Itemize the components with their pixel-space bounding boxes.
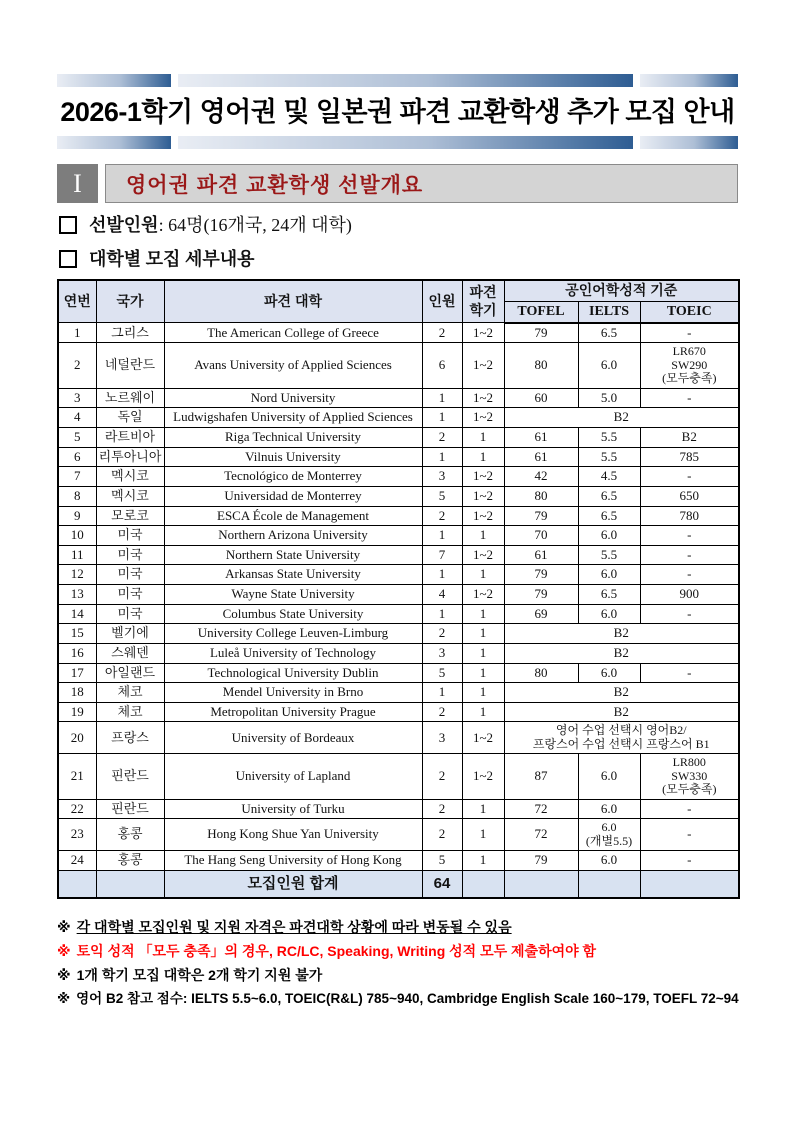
ielts-cell: 6.0 bbox=[578, 604, 640, 624]
university-cell: Vilnuis University bbox=[164, 447, 422, 467]
table-row bbox=[58, 722, 739, 754]
header-no: 연번 bbox=[58, 280, 96, 323]
toeic-cell: - bbox=[640, 323, 739, 343]
seats-cell: 5 bbox=[422, 486, 462, 506]
table-row bbox=[58, 486, 739, 506]
seats-cell: 2 bbox=[422, 428, 462, 448]
university-table-body bbox=[58, 323, 739, 870]
seats-cell: 1 bbox=[422, 565, 462, 585]
table-row bbox=[58, 663, 739, 683]
language-span-cell: B2 bbox=[504, 702, 739, 722]
decoration-segment bbox=[178, 74, 633, 87]
country-cell: 홍콩 bbox=[96, 851, 164, 871]
no-cell: 24 bbox=[58, 851, 96, 871]
ielts-cell: 5.5 bbox=[578, 545, 640, 565]
ielts-cell: 5.5 bbox=[578, 428, 640, 448]
ielts-cell: 6.5 bbox=[578, 486, 640, 506]
semester-cell: 1 bbox=[462, 819, 504, 851]
total-label-cell: 모집인원 합계 bbox=[164, 870, 422, 898]
country-cell: 체코 bbox=[96, 683, 164, 703]
table-row bbox=[58, 585, 739, 605]
selection-count-value: : 64명(16개국, 24개 대학) bbox=[158, 215, 352, 235]
semester-cell: 1~2 bbox=[462, 506, 504, 526]
semester-cell: 1~2 bbox=[462, 585, 504, 605]
no-cell: 22 bbox=[58, 799, 96, 819]
no-cell: 1 bbox=[58, 323, 96, 343]
country-cell: 아일랜드 bbox=[96, 663, 164, 683]
detail-heading-line bbox=[57, 247, 738, 271]
table-row bbox=[58, 799, 739, 819]
semester-cell: 1 bbox=[462, 428, 504, 448]
university-cell: Universidad de Monterrey bbox=[164, 486, 422, 506]
university-cell: Ludwigshafen University of Applied Sciences bbox=[164, 408, 422, 428]
note-line bbox=[57, 939, 738, 963]
country-cell: 홍콩 bbox=[96, 819, 164, 851]
country-cell: 미국 bbox=[96, 585, 164, 605]
seats-cell: 6 bbox=[422, 343, 462, 388]
header-university: 파견 대학 bbox=[164, 280, 422, 323]
decoration-segment bbox=[57, 74, 171, 87]
decoration-segment bbox=[57, 136, 171, 149]
tofel-cell: 79 bbox=[504, 323, 578, 343]
table-row bbox=[58, 565, 739, 585]
seats-cell: 2 bbox=[422, 624, 462, 644]
country-cell: 미국 bbox=[96, 526, 164, 546]
total-empty-cell bbox=[504, 870, 578, 898]
seats-cell: 2 bbox=[422, 323, 462, 343]
table-row bbox=[58, 506, 739, 526]
total-empty-cell bbox=[462, 870, 504, 898]
university-cell: Northern Arizona University bbox=[164, 526, 422, 546]
university-cell: Nord University bbox=[164, 388, 422, 408]
semester-cell: 1 bbox=[462, 643, 504, 663]
table-row bbox=[58, 702, 739, 722]
section-header bbox=[57, 164, 738, 203]
semester-cell: 1 bbox=[462, 624, 504, 644]
semester-cell: 1 bbox=[462, 604, 504, 624]
section-numeral: I bbox=[73, 168, 82, 198]
ielts-cell: 6.0 bbox=[578, 799, 640, 819]
seats-cell: 1 bbox=[422, 447, 462, 467]
university-cell: University of Bordeaux bbox=[164, 722, 422, 754]
ielts-cell: 6.0 bbox=[578, 343, 640, 388]
university-cell: Wayne State University bbox=[164, 585, 422, 605]
table-row bbox=[58, 604, 739, 624]
no-cell: 12 bbox=[58, 565, 96, 585]
table-header-row bbox=[58, 280, 739, 301]
toeic-cell: 650 bbox=[640, 486, 739, 506]
no-cell: 18 bbox=[58, 683, 96, 703]
seats-cell: 3 bbox=[422, 722, 462, 754]
table-row bbox=[58, 428, 739, 448]
university-cell: The Hang Seng University of Hong Kong bbox=[164, 851, 422, 871]
note-marker: ※ bbox=[57, 966, 71, 983]
table-row bbox=[58, 851, 739, 871]
university-cell: ESCA École de Management bbox=[164, 506, 422, 526]
country-cell: 모로코 bbox=[96, 506, 164, 526]
tofel-cell: 80 bbox=[504, 343, 578, 388]
country-cell: 멕시코 bbox=[96, 486, 164, 506]
header-toeic: TOEIC bbox=[640, 301, 739, 322]
country-cell: 핀란드 bbox=[96, 799, 164, 819]
ielts-cell: 6.0 bbox=[578, 754, 640, 799]
semester-cell: 1~2 bbox=[462, 323, 504, 343]
toeic-cell: - bbox=[640, 545, 739, 565]
university-cell: Columbus State University bbox=[164, 604, 422, 624]
ielts-cell: 6.5 bbox=[578, 585, 640, 605]
checkbox-icon bbox=[59, 216, 77, 234]
no-cell: 8 bbox=[58, 486, 96, 506]
selection-count-line bbox=[57, 213, 738, 237]
toeic-cell: - bbox=[640, 851, 739, 871]
header-country: 국가 bbox=[96, 280, 164, 323]
tofel-cell: 79 bbox=[504, 851, 578, 871]
no-cell: 21 bbox=[58, 754, 96, 799]
toeic-cell: - bbox=[640, 526, 739, 546]
semester-cell: 1 bbox=[462, 663, 504, 683]
toeic-cell: - bbox=[640, 819, 739, 851]
tofel-cell: 61 bbox=[504, 447, 578, 467]
seats-cell: 5 bbox=[422, 663, 462, 683]
toeic-cell: - bbox=[640, 388, 739, 408]
university-cell: Northern State University bbox=[164, 545, 422, 565]
tofel-cell: 72 bbox=[504, 819, 578, 851]
university-cell: Avans University of Applied Sciences bbox=[164, 343, 422, 388]
tofel-cell: 79 bbox=[504, 506, 578, 526]
decoration-segment bbox=[640, 136, 738, 149]
no-cell: 20 bbox=[58, 722, 96, 754]
table-row bbox=[58, 683, 739, 703]
seats-cell: 1 bbox=[422, 408, 462, 428]
table-row bbox=[58, 323, 739, 343]
seats-cell: 2 bbox=[422, 506, 462, 526]
header-seats: 인원 bbox=[422, 280, 462, 323]
language-span-cell: B2 bbox=[504, 408, 739, 428]
section-title-bar bbox=[105, 164, 738, 203]
total-row bbox=[58, 870, 739, 898]
ielts-cell: 6.0 bbox=[578, 565, 640, 585]
total-empty-cell bbox=[96, 870, 164, 898]
toeic-cell: LR670 SW290 (모두충족) bbox=[640, 343, 739, 388]
toeic-cell: - bbox=[640, 604, 739, 624]
semester-cell: 1 bbox=[462, 799, 504, 819]
section-title: 영어권 파견 교환학생 선발개요 bbox=[126, 173, 424, 197]
university-cell: Hong Kong Shue Yan University bbox=[164, 819, 422, 851]
table-row bbox=[58, 545, 739, 565]
table-row bbox=[58, 408, 739, 428]
university-cell: Mendel University in Brno bbox=[164, 683, 422, 703]
university-cell: University of Lapland bbox=[164, 754, 422, 799]
section-numeral-box bbox=[57, 164, 98, 203]
total-empty-cell bbox=[58, 870, 96, 898]
semester-cell: 1 bbox=[462, 851, 504, 871]
tofel-cell: 80 bbox=[504, 486, 578, 506]
seats-cell: 2 bbox=[422, 819, 462, 851]
page-content bbox=[57, 0, 738, 1011]
note-line bbox=[57, 915, 738, 939]
tofel-cell: 60 bbox=[504, 388, 578, 408]
table-row bbox=[58, 467, 739, 487]
ielts-cell: 6.0 bbox=[578, 851, 640, 871]
no-cell: 6 bbox=[58, 447, 96, 467]
toeic-cell: - bbox=[640, 799, 739, 819]
total-seats-cell: 64 bbox=[422, 870, 462, 898]
seats-cell: 5 bbox=[422, 851, 462, 871]
no-cell: 9 bbox=[58, 506, 96, 526]
semester-cell: 1 bbox=[462, 447, 504, 467]
toeic-cell: - bbox=[640, 467, 739, 487]
semester-cell: 1~2 bbox=[462, 486, 504, 506]
toeic-cell: 780 bbox=[640, 506, 739, 526]
no-cell: 5 bbox=[58, 428, 96, 448]
semester-cell: 1 bbox=[462, 526, 504, 546]
table-row bbox=[58, 819, 739, 851]
country-cell: 독일 bbox=[96, 408, 164, 428]
university-table-foot bbox=[58, 870, 739, 898]
language-span-cell: B2 bbox=[504, 683, 739, 703]
university-cell: The American College of Greece bbox=[164, 323, 422, 343]
country-cell: 라트비아 bbox=[96, 428, 164, 448]
checkbox-icon bbox=[59, 250, 77, 268]
table-row bbox=[58, 388, 739, 408]
country-cell: 스웨덴 bbox=[96, 643, 164, 663]
header-tofel: TOFEL bbox=[504, 301, 578, 322]
ielts-cell: 4.5 bbox=[578, 467, 640, 487]
country-cell: 노르웨이 bbox=[96, 388, 164, 408]
footnotes bbox=[57, 915, 738, 1011]
seats-cell: 1 bbox=[422, 683, 462, 703]
note-text: 토익 성적 「모두 충족」의 경우, RC/LC, Speaking, Writing 성적 모두 제출하여야 함 bbox=[76, 942, 597, 959]
tofel-cell: 72 bbox=[504, 799, 578, 819]
university-cell: University of Turku bbox=[164, 799, 422, 819]
total-empty-cell bbox=[640, 870, 739, 898]
title-bottom-decoration-bar bbox=[57, 136, 738, 149]
note-marker: ※ bbox=[57, 942, 71, 959]
note-text: 1개 학기 모집 대학은 2개 학기 지원 불가 bbox=[76, 966, 323, 983]
semester-cell: 1 bbox=[462, 565, 504, 585]
no-cell: 2 bbox=[58, 343, 96, 388]
semester-cell: 1~2 bbox=[462, 467, 504, 487]
table-row bbox=[58, 643, 739, 663]
semester-cell: 1~2 bbox=[462, 343, 504, 388]
ielts-cell: 6.5 bbox=[578, 506, 640, 526]
tofel-cell: 80 bbox=[504, 663, 578, 683]
seats-cell: 2 bbox=[422, 799, 462, 819]
no-cell: 7 bbox=[58, 467, 96, 487]
tofel-cell: 61 bbox=[504, 428, 578, 448]
university-table-head bbox=[58, 280, 739, 323]
no-cell: 4 bbox=[58, 408, 96, 428]
ielts-cell: 6.0 (개별5.5) bbox=[578, 819, 640, 851]
seats-cell: 2 bbox=[422, 754, 462, 799]
no-cell: 23 bbox=[58, 819, 96, 851]
semester-cell: 1~2 bbox=[462, 545, 504, 565]
semester-cell: 1~2 bbox=[462, 408, 504, 428]
no-cell: 17 bbox=[58, 663, 96, 683]
country-cell: 리투아니아 bbox=[96, 447, 164, 467]
university-cell: Arkansas State University bbox=[164, 565, 422, 585]
ielts-cell: 6.5 bbox=[578, 323, 640, 343]
header-semester: 파견 학기 bbox=[462, 280, 504, 323]
no-cell: 3 bbox=[58, 388, 96, 408]
toeic-cell: LR800 SW330 (모두충족) bbox=[640, 754, 739, 799]
semester-cell: 1 bbox=[462, 702, 504, 722]
country-cell: 미국 bbox=[96, 545, 164, 565]
country-cell: 핀란드 bbox=[96, 754, 164, 799]
tofel-cell: 79 bbox=[504, 565, 578, 585]
seats-cell: 1 bbox=[422, 604, 462, 624]
seats-cell: 3 bbox=[422, 643, 462, 663]
tofel-cell: 69 bbox=[504, 604, 578, 624]
semester-cell: 1~2 bbox=[462, 722, 504, 754]
note-line bbox=[57, 987, 738, 1011]
tofel-cell: 61 bbox=[504, 545, 578, 565]
seats-cell: 1 bbox=[422, 388, 462, 408]
university-cell: Technological University Dublin bbox=[164, 663, 422, 683]
university-cell: Riga Technical University bbox=[164, 428, 422, 448]
table-row bbox=[58, 624, 739, 644]
ielts-cell: 6.0 bbox=[578, 663, 640, 683]
country-cell: 네덜란드 bbox=[96, 343, 164, 388]
table-row bbox=[58, 447, 739, 467]
toeic-cell: 900 bbox=[640, 585, 739, 605]
no-cell: 16 bbox=[58, 643, 96, 663]
ielts-cell: 6.0 bbox=[578, 526, 640, 546]
toeic-cell: - bbox=[640, 663, 739, 683]
detail-heading-label: 대학별 모집 세부내용 bbox=[89, 249, 255, 269]
country-cell: 프랑스 bbox=[96, 722, 164, 754]
selection-count-label: 선발인원 bbox=[89, 215, 159, 235]
note-marker: ※ bbox=[57, 918, 71, 935]
toeic-cell: 785 bbox=[640, 447, 739, 467]
country-cell: 멕시코 bbox=[96, 467, 164, 487]
seats-cell: 3 bbox=[422, 467, 462, 487]
language-span-cell: B2 bbox=[504, 624, 739, 644]
country-cell: 미국 bbox=[96, 565, 164, 585]
toeic-cell: - bbox=[640, 565, 739, 585]
note-text: 각 대학별 모집인원 및 지원 자격은 파견대학 상황에 따라 변동될 수 있음 bbox=[76, 918, 512, 935]
country-cell: 체코 bbox=[96, 702, 164, 722]
semester-cell: 1~2 bbox=[462, 754, 504, 799]
university-cell: Metropolitan University Prague bbox=[164, 702, 422, 722]
no-cell: 10 bbox=[58, 526, 96, 546]
no-cell: 13 bbox=[58, 585, 96, 605]
decoration-segment bbox=[640, 74, 738, 87]
tofel-cell: 87 bbox=[504, 754, 578, 799]
language-span-cell: B2 bbox=[504, 643, 739, 663]
university-cell: Luleå University of Technology bbox=[164, 643, 422, 663]
university-cell: University College Leuven-Limburg bbox=[164, 624, 422, 644]
country-cell: 그리스 bbox=[96, 323, 164, 343]
ielts-cell: 5.0 bbox=[578, 388, 640, 408]
table-row bbox=[58, 343, 739, 388]
seats-cell: 2 bbox=[422, 702, 462, 722]
semester-cell: 1~2 bbox=[462, 388, 504, 408]
top-decoration-bar bbox=[57, 74, 738, 87]
university-cell: Tecnológico de Monterrey bbox=[164, 467, 422, 487]
tofel-cell: 42 bbox=[504, 467, 578, 487]
tofel-cell: 70 bbox=[504, 526, 578, 546]
seats-cell: 7 bbox=[422, 545, 462, 565]
language-span-cell: 영어 수업 선택시 영어B2/ 프랑스어 수업 선택시 프랑스어 B1 bbox=[504, 722, 739, 754]
no-cell: 15 bbox=[58, 624, 96, 644]
decoration-segment bbox=[178, 136, 633, 149]
country-cell: 벨기에 bbox=[96, 624, 164, 644]
total-empty-cell bbox=[578, 870, 640, 898]
country-cell: 미국 bbox=[96, 604, 164, 624]
note-text: 영어 B2 참고 점수: IELTS 5.5~6.0, TOEIC(R&L) 785~940, Cambridge English Scale 160~179, TOEFL 72~94 bbox=[76, 990, 739, 1006]
seats-cell: 4 bbox=[422, 585, 462, 605]
no-cell: 11 bbox=[58, 545, 96, 565]
note-marker: ※ bbox=[57, 990, 71, 1006]
table-row bbox=[58, 526, 739, 546]
tofel-cell: 79 bbox=[504, 585, 578, 605]
ielts-cell: 5.5 bbox=[578, 447, 640, 467]
note-line bbox=[57, 963, 738, 987]
table-row bbox=[58, 754, 739, 799]
toeic-cell: B2 bbox=[640, 428, 739, 448]
no-cell: 19 bbox=[58, 702, 96, 722]
header-ielts: IELTS bbox=[578, 301, 640, 322]
page-title: 2026-1학기 영어권 및 일본권 파견 교환학생 추가 모집 안내 bbox=[60, 97, 735, 127]
no-cell: 14 bbox=[58, 604, 96, 624]
seats-cell: 1 bbox=[422, 526, 462, 546]
semester-cell: 1 bbox=[462, 683, 504, 703]
header-language-group: 공인어학성적 기준 bbox=[504, 280, 739, 301]
university-table bbox=[57, 279, 740, 899]
